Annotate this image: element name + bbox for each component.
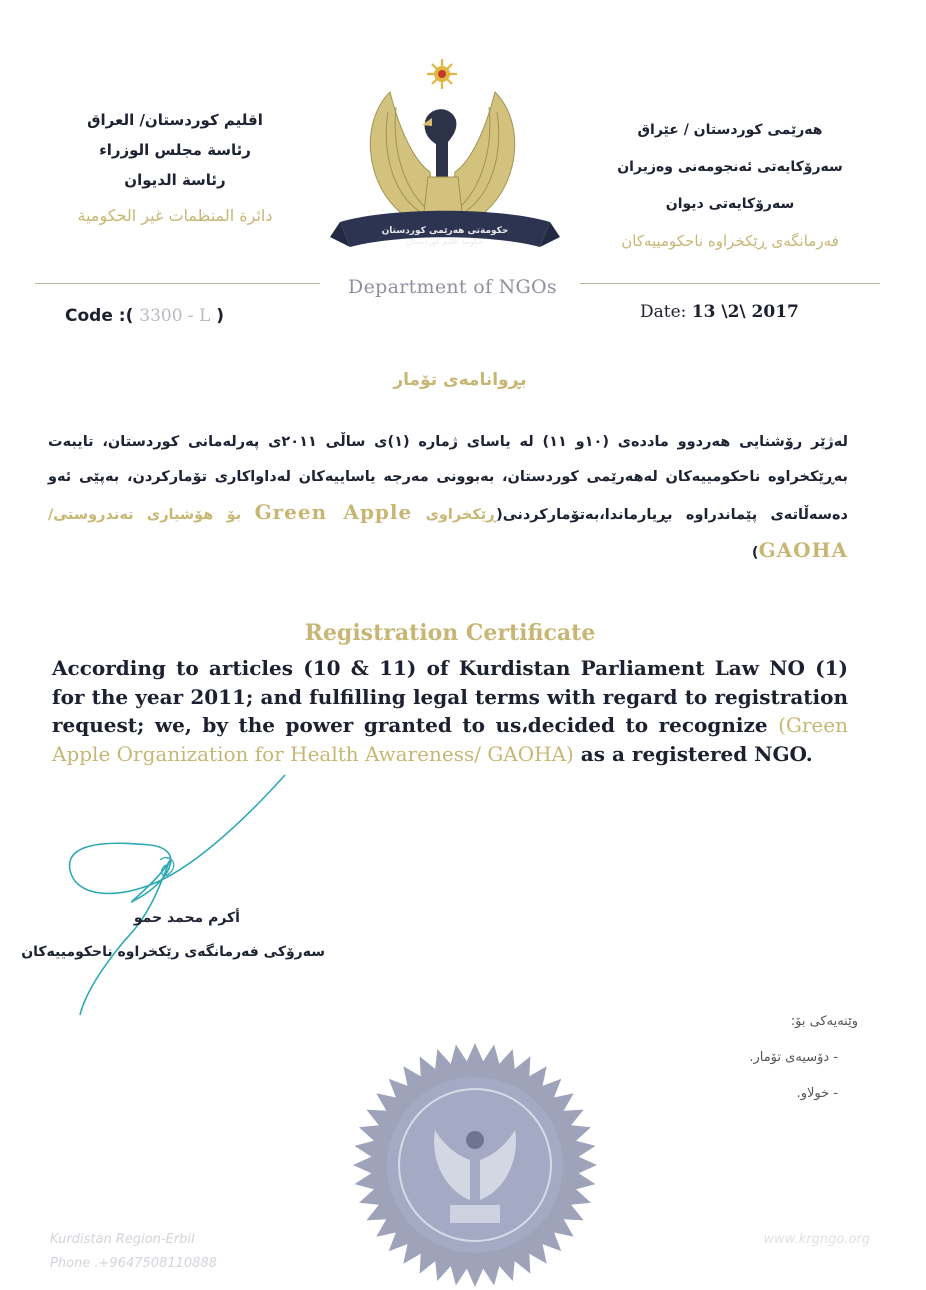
footer-phone: Phone .+9647508110888 (50, 1256, 217, 1271)
header-right-line3: سەرۆكایەتی دیوان (665, 196, 795, 212)
en-body-main: According to articles (10 & 11) of Kurdistan Parliament Law NO (1) for the year 2011; and fulfilling legal terms with regard to registration request; we, by the power granted to us،decided to recognize (52, 656, 848, 737)
ku-org-name-2: بۆ هۆشیاری تەندروستی/ (48, 507, 242, 523)
en-org-name: (Green Apple Organization for Health Awareness/ GAOHA) (52, 713, 848, 766)
header-left-department: دائرة المنظمات غير الحكومية (77, 206, 273, 225)
ku-org-name-en: Green Apple (254, 500, 413, 524)
ku-org-name-1: ڕێكخراوی (425, 507, 497, 523)
footer-website: www.krgngo.org (763, 1232, 870, 1247)
code-value: 3300 - L (139, 306, 211, 326)
code-label: Code :( (65, 306, 134, 326)
ku-certificate-title: بڕوانامەی تۆمار (393, 370, 527, 390)
code-field (65, 306, 224, 326)
footer-contact (50, 1228, 217, 1276)
ku-certificate-body (48, 425, 848, 571)
header-left-line1: اقليم كوردستان/ العراق (87, 111, 263, 129)
en-certificate-body (52, 654, 848, 768)
ku-body-main: لەژێر رۆشنایی هەردوو ماددەی (١٠و ١١) لە یاسای ژمارە (١)ی ساڵی ٢٠١١ی پەرلەمانی كوردستان، تایبەت بەڕێكخراوە ناحكومییەكان لەهەرێمی كوردستان، بەبوونی مەرجە یاساییەكان لەداواكاری تۆماركردن، بەپێی ئەو دەسەڵاتەی پێماندراوە بڕیارماندا،بەتۆماركردنی( (48, 434, 848, 523)
kurdistan-emblem (330, 52, 560, 267)
header-right-department: فەرمانگەی ڕێکخراوە ناحکومییەکان (621, 232, 839, 250)
header-divider-left (35, 283, 320, 284)
header-right-line1: هەرێمی كوردستان / عێراق (637, 122, 823, 138)
ku-org-abbr: GAOHA (758, 538, 848, 562)
footer-region: Kurdistan Region-Erbil (50, 1232, 195, 1247)
header-divider-right (580, 283, 880, 284)
cc-list (690, 1004, 858, 1112)
cc-item-2: - خولاو. (796, 1086, 838, 1101)
en-certificate-title: Registration Certificate (304, 620, 596, 646)
cc-header: وێنەیەکی بۆ: (790, 1014, 858, 1029)
code-close: ) (216, 306, 225, 326)
department-en: Department of NGOs (348, 276, 557, 298)
en-body-end: as a registered NGO. (573, 741, 813, 766)
footer-web (730, 1228, 870, 1252)
cc-item-1: - دۆسیەی تۆمار. (749, 1050, 838, 1065)
emblem-ribbon-line2: حكومة اقليم كوردستان (406, 237, 484, 246)
date-label: Date: (640, 302, 687, 322)
signatory-title: سەرۆكی فەرمانگەی رێكخراوە ناحكومییەكان (21, 944, 325, 960)
header-right-block (580, 112, 880, 260)
header-left-line3: رئاسة الديوان (124, 171, 226, 189)
handwritten-signature (40, 765, 340, 1025)
date-field (640, 302, 799, 322)
emblem-ribbon-line1: حكومةتى هەرێمی كوردستان (381, 226, 509, 236)
header-left-line2: رئاسة مجلس الوزراء (99, 141, 251, 159)
header-right-line2: سەرۆكایەتی ئەنجومەنی وەزیران (617, 159, 843, 175)
header-left-block (60, 105, 290, 231)
official-seal-icon (350, 1040, 600, 1290)
date-value: 13 \2\ 2017 (691, 302, 799, 322)
emblem-eagle-icon (330, 52, 560, 267)
ku-close-paren: ) (751, 545, 759, 561)
signatory-name: أكرم محمد حمو (133, 910, 240, 926)
